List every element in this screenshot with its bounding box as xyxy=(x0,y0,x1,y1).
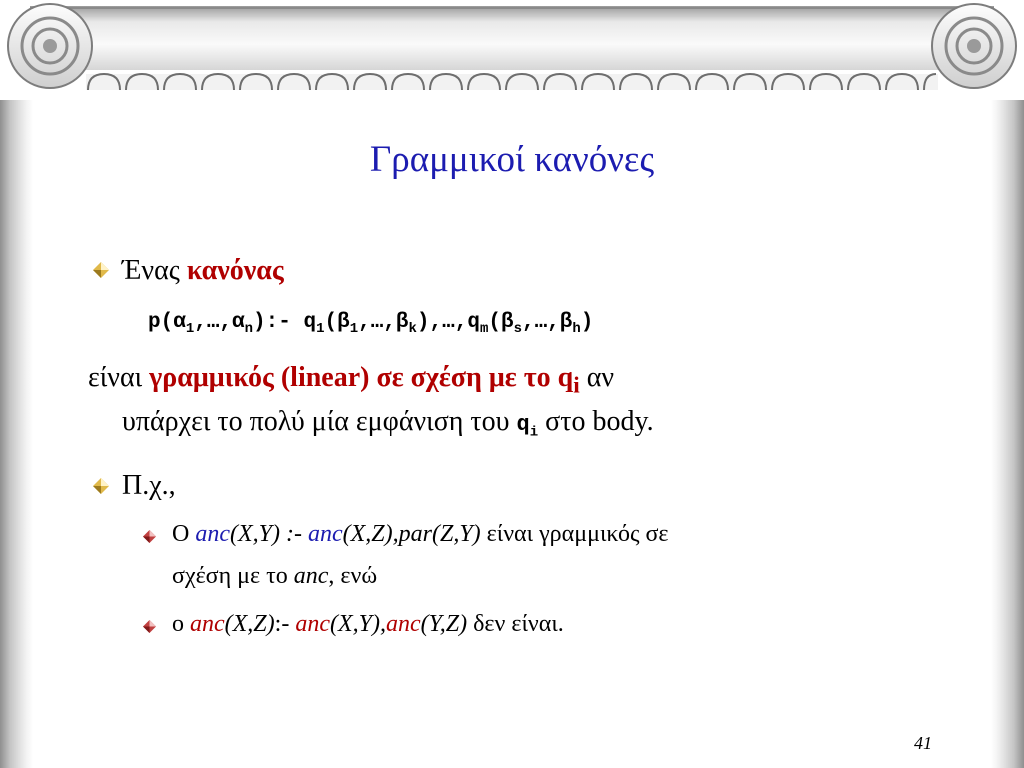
bullet-item-rule xyxy=(122,255,284,287)
left-volute xyxy=(8,4,92,88)
right-volute xyxy=(932,4,1016,88)
emphasis-kanonas: κανόνας xyxy=(186,255,284,286)
example-linear-line-2: σχέση με το anc, ενώ xyxy=(172,563,378,589)
diamond-bullet-icon xyxy=(93,478,109,494)
definition-line-2: υπάρχει το πολύ μία εμφάνιση του $q_i$ στο body. xyxy=(122,406,654,441)
emphasis-relation: σε σχέση με το $q_i$ xyxy=(376,362,580,399)
diamond-bullet-icon xyxy=(143,620,156,633)
ionic-capital-decoration xyxy=(0,0,1024,100)
emphasis-grammikos: γραμμικός xyxy=(149,362,274,393)
diamond-bullet-icon xyxy=(143,530,156,543)
rule-definition: $p(\alpha_1,\dots,\alpha_n):-$ $q_1(\beta_1,\dots,\beta_k),\dots,q_m(\beta_s,\dots,\beta_h)$ xyxy=(148,311,594,338)
diamond-bullet-icon xyxy=(93,262,109,278)
bullet-item-example: Π.χ., xyxy=(122,470,176,501)
emphasis-linear: (linear) xyxy=(280,362,370,393)
definition-line-1: είναι γραμμικός (linear) σε σχέση με το $q_i$ αν xyxy=(88,362,615,399)
example-nonlinear-line: ο anc(X,Z):- anc(X,Y),anc(Y,Z) δεν είναι. xyxy=(172,611,564,637)
slide-title: Γραμμικοί κανόνες xyxy=(369,139,655,180)
bullet-text: Ένας xyxy=(122,255,180,286)
page-number: 41 xyxy=(914,733,932,753)
example-linear-line-1: Ο anc(X,Y) :- anc(X,Z),par(Z,Y) είναι γραμμικός σε xyxy=(172,521,669,547)
